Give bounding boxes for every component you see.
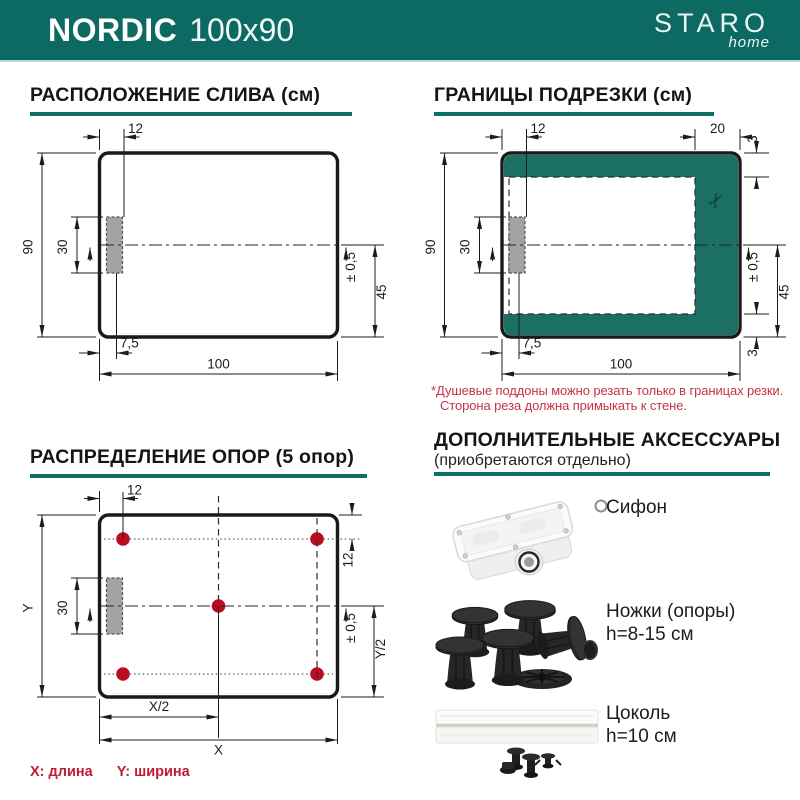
supports-distribution-diagram <box>20 482 410 764</box>
dim-label: 12 <box>530 121 546 136</box>
accessories-title: ДОПОЛНИТЕЛЬНЫЕ АКСЕССУАРЫ <box>434 429 781 451</box>
dim-label: 12 <box>127 482 143 498</box>
accessory-spec: h=8-15 см <box>606 624 694 645</box>
accessory-name: Сифон <box>606 497 668 518</box>
accessory-name: Цоколь <box>606 703 671 724</box>
cut-warning-note <box>431 384 799 413</box>
note-line-2: Сторона реза должна примыкать к стене. <box>440 397 687 413</box>
dim-label: 30 <box>55 239 70 255</box>
dim-label: 12 <box>340 552 356 568</box>
drain-diagram-title: РАСПОЛОЖЕНИЕ СЛИВА (см) <box>30 84 321 106</box>
dim-label: ± 0,5 <box>745 252 761 282</box>
scissors-icon: ✂ <box>703 187 731 214</box>
dim-label: 7,5 <box>522 335 542 351</box>
dim-label: 3 <box>745 349 760 357</box>
feet-image <box>430 593 610 698</box>
gasket-ring <box>596 501 607 512</box>
dim-label: 30 <box>55 600 70 616</box>
dim-label: 20 <box>709 121 726 136</box>
dim-label: 100 <box>609 356 633 372</box>
header-bar <box>0 0 800 62</box>
note-line-1: *Душевые поддоны можно резать только в границах резки. <box>431 383 784 398</box>
dim-label: 45 <box>374 284 389 300</box>
accessory-name: Ножки (опоры) <box>606 601 736 622</box>
dim-label: Y/2 <box>373 638 388 660</box>
siphon-image <box>432 488 607 588</box>
dim-label: 100 <box>207 356 230 372</box>
cut-diagram-title: ГРАНИЦЫ ПОДРЕЗКИ (см) <box>434 84 693 106</box>
cut-boundaries-diagram <box>420 118 800 392</box>
accessory-item-siphon <box>606 496 667 519</box>
legend-x: X: длина <box>30 764 93 780</box>
plinth-image <box>430 698 610 793</box>
divider <box>434 472 770 476</box>
accessory-spec: h=10 см <box>606 726 677 747</box>
dim-label: Y <box>20 603 36 613</box>
dim-label: 30 <box>457 239 473 255</box>
accessory-item-feet <box>606 600 735 646</box>
accessories-subtitle: (приобретаются отдельно) <box>434 452 631 469</box>
dim-label: 90 <box>423 239 438 255</box>
dim-label: 7,5 <box>120 335 139 351</box>
dim-label: 90 <box>20 239 36 255</box>
dim-label: 3 <box>745 135 760 143</box>
brand-logo <box>654 10 770 50</box>
product-title <box>48 12 294 49</box>
supports-diagram-title: РАСПРЕДЕЛЕНИЕ ОПОР (5 опор) <box>30 446 355 468</box>
mini-feet <box>500 748 561 779</box>
product-name: NORDIC <box>48 11 178 48</box>
divider <box>30 112 352 116</box>
divider <box>434 112 714 116</box>
dim-label: X/2 <box>148 699 170 714</box>
brand-name: STARO <box>653 8 770 38</box>
dim-label: ± 0,5 <box>343 252 358 282</box>
dim-label: 45 <box>776 284 792 300</box>
dim-label: 12 <box>128 121 144 136</box>
dim-label: ± 0,5 <box>343 613 358 643</box>
legend-y: Y: ширина <box>116 764 190 780</box>
product-size: 100x90 <box>189 11 295 48</box>
axis-legend <box>30 764 214 780</box>
accessory-item-plinth <box>606 702 677 748</box>
dim-label: X <box>213 742 224 758</box>
drain-location-diagram <box>20 118 410 390</box>
divider <box>30 474 367 478</box>
brand-sub: home <box>728 34 770 51</box>
